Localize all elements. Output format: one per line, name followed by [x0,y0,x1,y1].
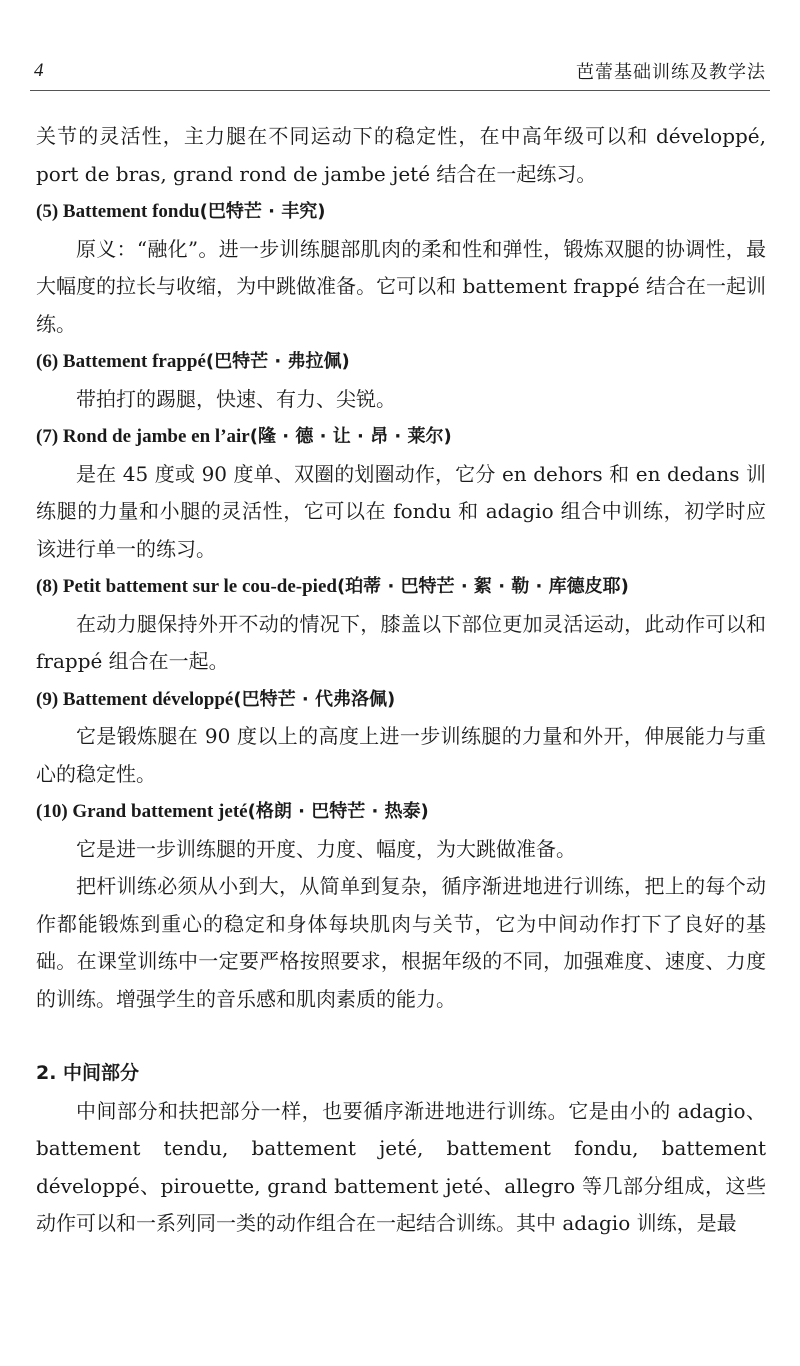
page-body [36,118,766,1243]
item-paragraph: 带拍打的踢腿，快速、有力、尖锐。 [76,386,396,411]
item-title: Petit battement sur le cou-de-pied [62,576,337,597]
item-title: Grand battement jeté [72,801,248,822]
item-number: (5) [36,201,59,222]
item-paragraph: 它是进一步训练腿的开度、力度、幅度，为大跳做准备。 [76,836,576,861]
item-translation: (巴特芒 · 弗拉佩) [205,351,350,372]
item-heading-5 [36,193,766,231]
item-translation: (巴特芒 · 代弗洛佩) [233,688,396,710]
item-number: (8) [36,576,59,597]
item-title: Battement développé [62,688,234,710]
item-paragraph: 原义：“融化”。进一步训练腿部肌肉的柔和性和弹性，锻炼双腿的协调性，最大幅度的拉长与收缩，为中跳做准备。它可以和 battement frappé 结合在一起训练。 [36,236,766,336]
item-translation: (珀蒂 · 巴特芒 · 絮 · 勒 · 库德皮耶) [336,576,629,597]
item-translation: (巴特芒 · 丰究) [199,201,326,222]
item-translation: (隆 · 德 · 让 · 昂 · 莱尔) [249,426,452,447]
item-title: Battement frappé [62,351,206,372]
page-header [30,56,770,91]
item-heading-6 [36,343,766,381]
section-paragraph: 中间部分和扶把部分一样，也要循序渐进地进行训练。它是由小的 adagio、battement tendu, battement jeté, battement fondu, battement développé、pirouette, grand battement jeté、allegro 等几部分组成，这些动作可以和一系列同一类的动作组合在一起结合训练。其中 adagio 训练，是最 [36,1098,766,1235]
page-number: 4 [34,60,44,81]
item-translation: (格朗 · 巴特芒 · 热泰) [247,801,429,822]
section-gap [36,1018,766,1055]
book-title: 芭蕾基础训练及教学法 [576,62,766,83]
item-heading-10 [36,793,766,831]
intro-paragraph: 关节的灵活性，主力腿在不同运动下的稳定性，在中高年级可以和 développé, port de bras, grand rond de jambe jeté 结合在一起练习。 [36,124,766,186]
item-number: (9) [36,688,59,710]
item-heading-7 [36,418,766,456]
summary-paragraph: 把杆训练必须从小到大，从简单到复杂，循序渐进地进行训练，把上的每个动作都能锻炼到重心的稳定和身体每块肌肉与关节，它为中间动作打下了良好的基础。在课堂训练中一定要严格按照要求，根据年级的不同，加强难度、速度、力度的训练。增强学生的音乐感和肌肉素质的能力。 [36,874,766,1011]
item-paragraph: 是在 45 度或 90 度单、双圈的划圈动作，它分 en dehors 和 en dedans 训练腿的力量和小腿的灵活性，它可以在 fondu 和 adagio 组合中训练，初学时应该进行单一的练习。 [36,461,766,561]
item-number: (7) [36,426,59,447]
item-number: (6) [36,351,59,372]
section-heading: 2. 中间部分 [36,1062,140,1084]
item-title: Rond de jambe en l’air [62,426,250,447]
item-number: (10) [36,801,68,822]
item-title: Battement fondu [62,201,200,222]
item-paragraph: 在动力腿保持外开不动的情况下，膝盖以下部位更加灵活运动，此动作可以和 frappé 组合在一起。 [36,611,766,673]
item-paragraph: 它是锻炼腿在 90 度以上的高度上进一步训练腿的力量和外开，伸展能力与重心的稳定性。 [36,724,766,786]
item-heading-8 [36,568,766,606]
item-heading-9 [36,681,766,719]
